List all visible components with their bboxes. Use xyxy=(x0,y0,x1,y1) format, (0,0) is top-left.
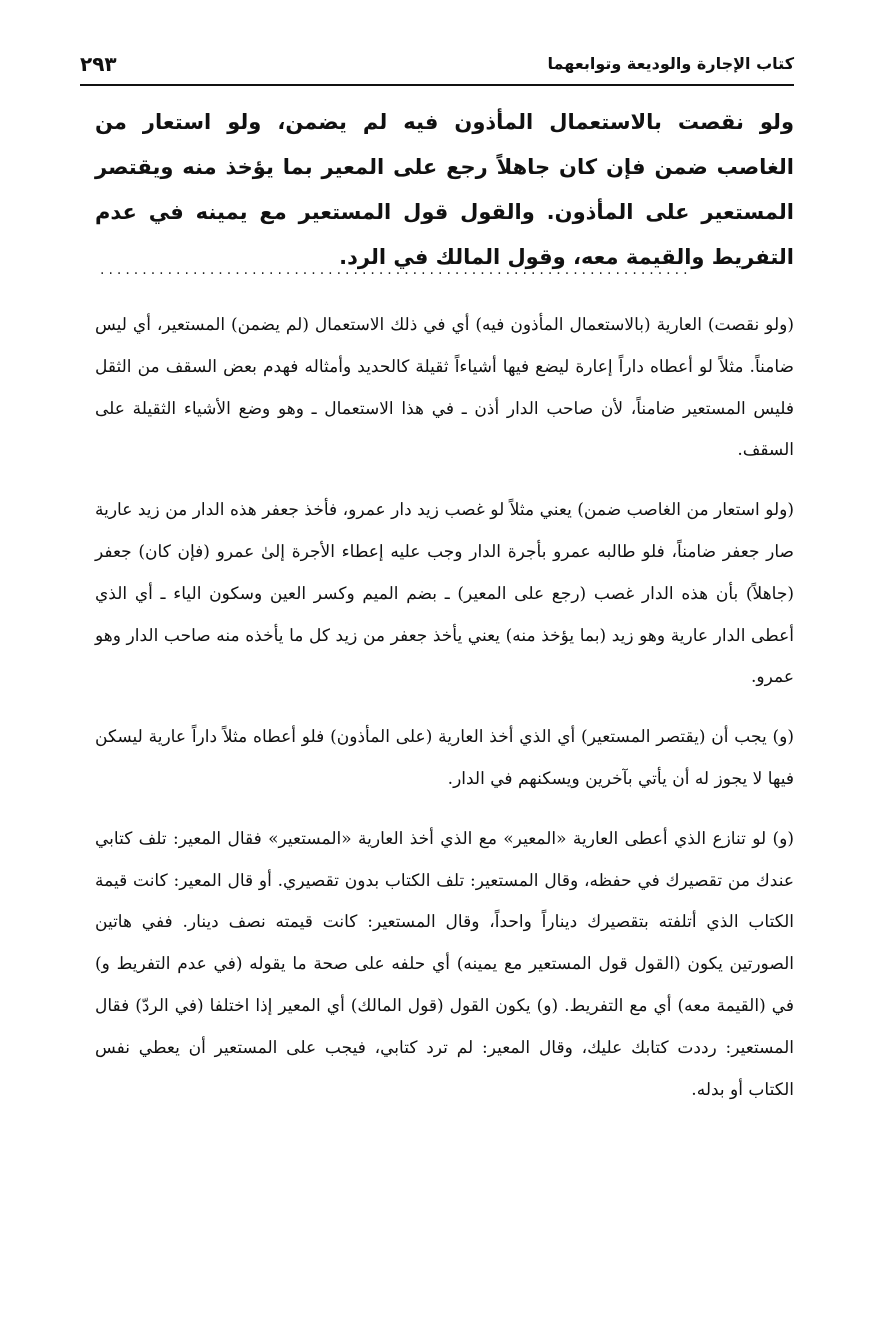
main-text: ولو نقصت بالاستعمال المأذون فيه لم يضمن، ولو استعار من الغاصب ضمن فإن كان جاهلاً رجع على المعير بما يؤخذ منه ويقتصر المستعير على المأذون. والقول قول المستعير مع يمينه في عدم التفريط والقيمة معه، وقول المالك في الرد. xyxy=(95,110,794,269)
running-title: كتاب الإجارة والوديعة وتوابعهما xyxy=(547,54,794,73)
page-number: ٢٩٣ xyxy=(80,52,117,76)
commentary xyxy=(95,305,794,1111)
commentary-paragraph: (ولو نقصت) العارية (بالاستعمال المأذون فيه) أي في ذلك الاستعمال (لم يضمن) المستعير، أي ليس ضامناً. مثلاً لو أعطاه داراً إعارة ليضع فيها أشياءاً ثقيلة كالحديد وأمثاله فهدم بعض السقف من الثقل فليس المستعير ضامناً، لأن صاحب الدار أذن ـ في هذا الاستعمال ـ وهو وضع الأشياء الثقيلة على السقف. xyxy=(95,315,794,461)
commentary-paragraph: (ولو استعار من الغاصب ضمن) يعني مثلاً لو غصب زيد دار عمرو، فأخذ جعفر هذه الدار من زيد عارية صار جعفر ضامناً، فلو طالبه عمرو بأجرة الدار وجب عليه إعطاء الأجرة إلىٰ عمرو (فإن كان) جعفر (جاهلاً) بأن هذه الدار غصب (رجع على المعير) ـ بضم الميم وكسر العين وسكون الياء ـ أي الذي أعطى الدار عارية وهو زيد (بما يؤخذ منه) يعني يأخذ جعفر من زيد كل ما يأخذه منه صاحب الدار وهو عمرو. xyxy=(95,500,794,688)
dotted-separator: ...................................................................... xyxy=(100,262,692,278)
commentary-paragraph: (و) لو تنازع الذي أعطى العارية «المعير» مع الذي أخذ العارية «المستعير» فقال المعير: تلف كتابي عندك من تقصيرك في حفظه، وقال المستعير: تلف الكتاب بدون تقصيري. أو قال المعير: كانت قيمة الكتاب الذي أتلفته بتقصيرك ديناراً واحداً، وقال المستعير: كانت قيمته نصف دينار. ففي هاتين الصورتين يكون (القول قول المستعير مع يمينه) أي حلفه على صحة ما يقوله (في عدم التفريط و) في (القيمة معه) أي مع التفريط. (و) يكون القول (قول المالك) أي المعير إذا اختلفا (في الردّ) فقال المستعير: رددت كتابك عليك، وقال المعير: لم ترد كتابي، فيجب على المستعير أن يعطي نفس الكتاب أو بدله. xyxy=(95,828,794,1100)
commentary-paragraph: (و) يجب أن (يقتصر المستعير) أي الذي أخذ العارية (على المأذون) فلو أعطاه مثلاً داراً عارية ليسكن فيها لا يجوز له أن يأتي بآخرين ويسكنهم في الدار. xyxy=(95,727,794,789)
page-header xyxy=(80,44,794,86)
